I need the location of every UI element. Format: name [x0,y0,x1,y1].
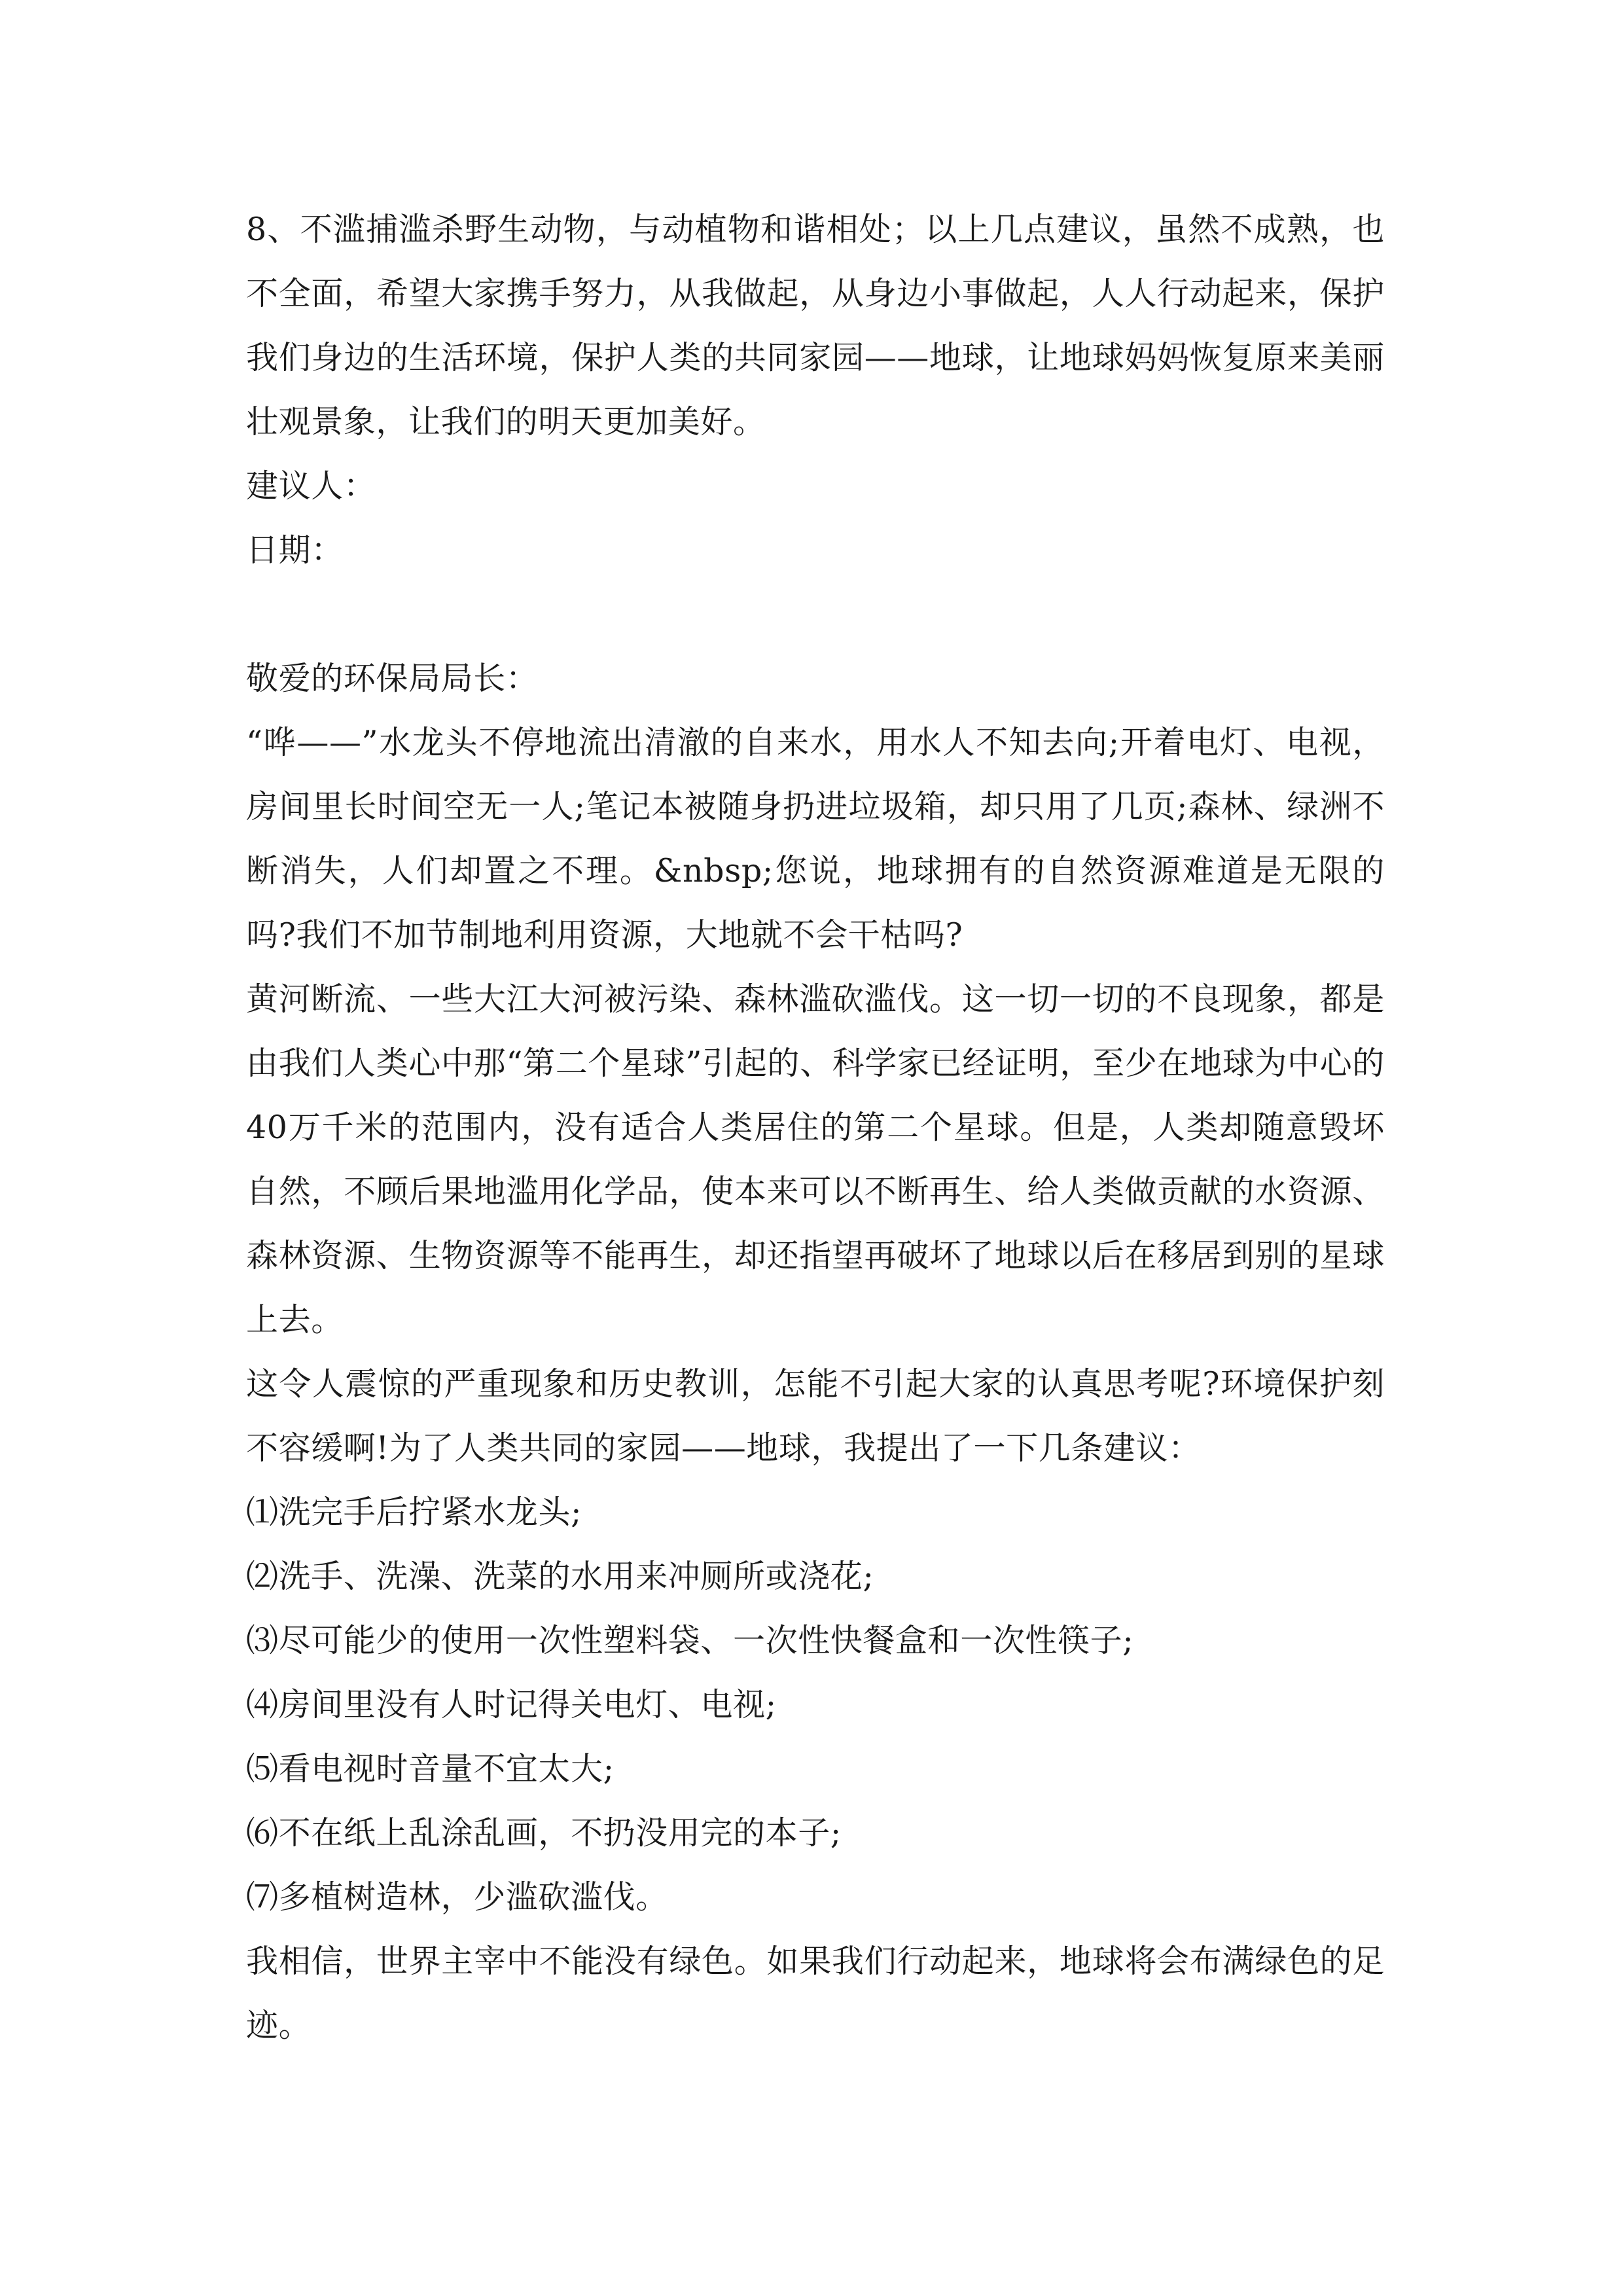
list-item-5: ⑸看电视时音量不宜太大; [246,1750,615,1787]
paragraph-suggestion-8: 8、不滥捕滥杀野生动物，与动植物和谐相处；以上几点建议，虽然不成熟，也不全面，希望大家携手努力，从我做起，从身边小事做起，人人行动起来，保护我们身边的生活环境，保护人类的共同家园——地球，让地球妈妈恢复原来美丽壮观景象，让我们的明天更加美好。 [246,211,1385,440]
paragraph-waste: “哗——”水龙头不停地流出清澈的自来水，用水人不知去向;开着电灯、电视，房间里长时间空无一人;笔记本被随身扔进垃圾箱，却只用了几页;森林、绿洲不断消失，人们却置之不理。&nbsp;您说，地球拥有的自然资源难道是无限的吗?我们不加节制地利用资源，大地就不会干枯吗? [246,724,1385,954]
list-item-2: ⑵洗手、洗澡、洗菜的水用来冲厕所或浇花; [246,1558,874,1595]
signature-suggester: 建议人： [246,467,376,505]
list-item-6: ⑹不在纸上乱涂乱画，不扔没用完的本子; [246,1814,842,1852]
blank-line [246,583,1385,647]
list-item-1: ⑴洗完手后拧紧水龙头; [246,1494,582,1531]
document-body [246,198,1385,2058]
paragraph-pollution: 黄河断流、一些大江大河被污染、森林滥砍滥伐。这一切一切的不良现象，都是由我们人类心中那“第二个星球”引起的、科学家已经证明，至少在地球为中心的40万千米的范围内，没有适合人类居住的第二个星球。但是，人类却随意毁坏自然，不顾后果地滥用化学品，使本来可以不断再生、给人类做贡献的水资源、森林资源、生物资源等不能再生，却还指望再破坏了地球以后在移居到别的星球上去。 [246,980,1385,1338]
list-item-4: ⑷房间里没有人时记得关电灯、电视; [246,1686,777,1723]
list-item-3: ⑶尽可能少的使用一次性塑料袋、一次性快餐盒和一次性筷子; [246,1622,1134,1659]
list-item-7: ⑺多植树造林，少滥砍滥伐。 [246,1878,668,1916]
letter-salutation: 敬爱的环保局局长： [246,660,539,697]
paragraph-closing: 我相信，世界主宰中不能没有绿色。如果我们行动起来，地球将会布满绿色的足迹。 [246,1943,1385,2044]
signature-date: 日期： [246,531,344,569]
paragraph-proposal-intro: 这令人震惊的严重现象和历史教训，怎能不引起大家的认真思考呢?环境保护刻不容缓啊!为了人类共同的家园——地球，我提出了一下几条建议： [246,1365,1385,1467]
